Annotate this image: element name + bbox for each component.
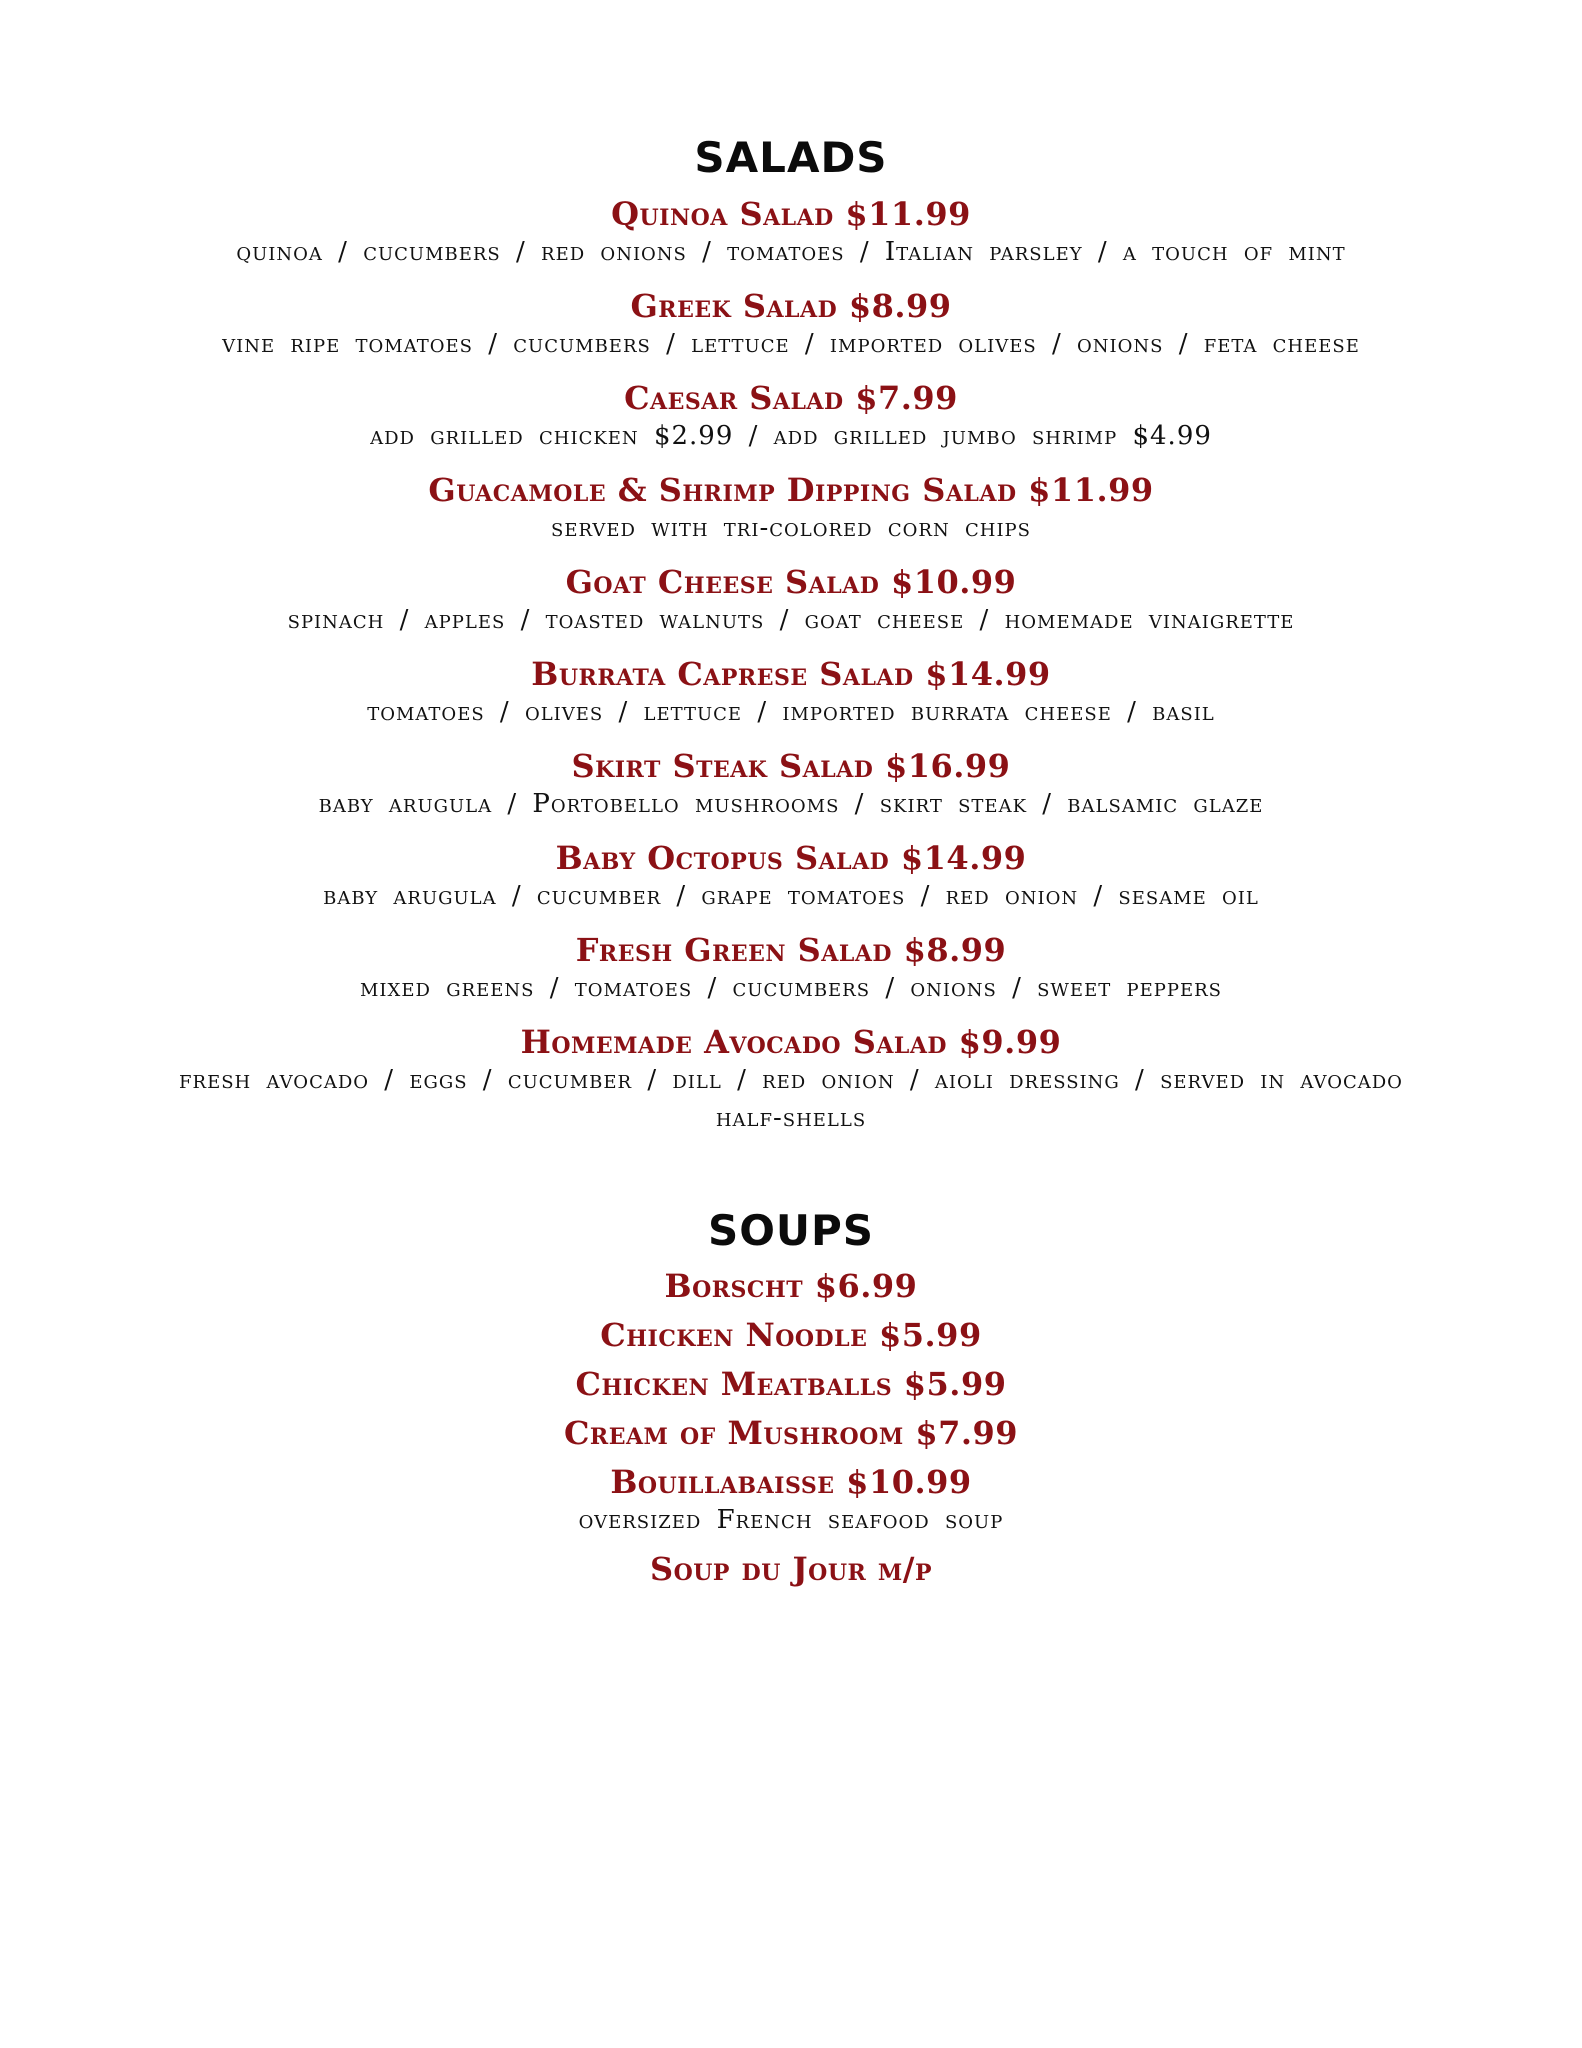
item-title: Greek Salad $8.99 <box>630 287 952 325</box>
menu-item-cream-of-mushroom <box>120 1414 1462 1452</box>
menu-item-caesar-salad <box>120 379 1462 455</box>
menu-item-chicken-noodle <box>120 1316 1462 1354</box>
item-title: Homemade Avocado Salad $9.99 <box>520 1023 1062 1061</box>
menu-item-quinoa-salad <box>120 195 1462 271</box>
item-title: Caesar Salad $7.99 <box>624 379 958 417</box>
menu-item-burrata-caprese-salad <box>120 655 1462 731</box>
item-title: Chicken Noodle $5.99 <box>600 1316 982 1354</box>
menu-item-homemade-avocado-salad <box>120 1023 1462 1137</box>
menu-item-baby-octopus-salad <box>120 839 1462 915</box>
menu-item-bouillabaisse <box>120 1463 1462 1539</box>
item-title: Fresh Green Salad $8.99 <box>575 931 1007 969</box>
item-description: quinoa / cucumbers / red onions / tomatoes / Italian parsley / a touch of mint <box>236 237 1346 267</box>
menu-item-greek-salad <box>120 287 1462 363</box>
item-title: Goat Cheese Salad $10.99 <box>565 563 1017 601</box>
item-description: mixed greens / tomatoes / cucumbers / onions / sweet peppers <box>360 973 1222 1003</box>
item-title: Chicken Meatballs $5.99 <box>575 1365 1007 1403</box>
item-title: Guacamole & Shrimp Dipping Salad $11.99 <box>428 471 1154 509</box>
menu-item-fresh-green-salad <box>120 931 1462 1007</box>
item-title: Baby Octopus Salad $14.99 <box>555 839 1027 877</box>
item-description: baby arugula / cucumber / grape tomatoes / red onion / sesame oil <box>323 881 1259 911</box>
menu-item-chicken-meatballs <box>120 1365 1462 1403</box>
item-description: fresh avocado / eggs / cucumber / dill / red onion / aioli dressing / served in avocado half-shells <box>179 1065 1403 1133</box>
item-description: add grilled chicken $2.99 / add grilled jumbo shrimp $4.99 <box>370 421 1212 451</box>
menu-item-guacamole-shrimp-salad <box>120 471 1462 547</box>
menu-item-soup-du-jour <box>120 1550 1462 1588</box>
item-title: Quinoa Salad $11.99 <box>611 195 971 233</box>
item-description: baby arugula / Portobello mushrooms / skirt steak / balsamic glaze <box>318 789 1264 819</box>
salads-heading: SALADS <box>694 133 888 182</box>
item-description: oversized French seafood soup <box>578 1505 1004 1535</box>
menu-item-borscht <box>120 1267 1462 1305</box>
item-title: Burrata Caprese Salad $14.99 <box>531 655 1051 693</box>
item-title: Soup du Jour m/p <box>649 1550 933 1588</box>
item-title: Skirt Steak Salad $16.99 <box>571 747 1011 785</box>
menu-item-skirt-steak-salad <box>120 747 1462 823</box>
item-description: served with tri-colored corn chips <box>551 513 1031 543</box>
item-title: Borscht $6.99 <box>664 1267 918 1305</box>
item-description: spinach / apples / toasted walnuts / goat cheese / homemade vinaigrette <box>287 605 1295 635</box>
soups-heading: SOUPS <box>707 1206 875 1255</box>
item-title: Cream of Mushroom $7.99 <box>563 1414 1019 1452</box>
menu-item-goat-cheese-salad <box>120 563 1462 639</box>
item-title: Bouillabaisse $10.99 <box>610 1463 972 1501</box>
item-description: vine ripe tomatoes / cucumbers / lettuce / imported olives / onions / feta cheese <box>222 329 1360 359</box>
item-description: tomatoes / olives / lettuce / imported burrata cheese / basil <box>367 697 1215 727</box>
